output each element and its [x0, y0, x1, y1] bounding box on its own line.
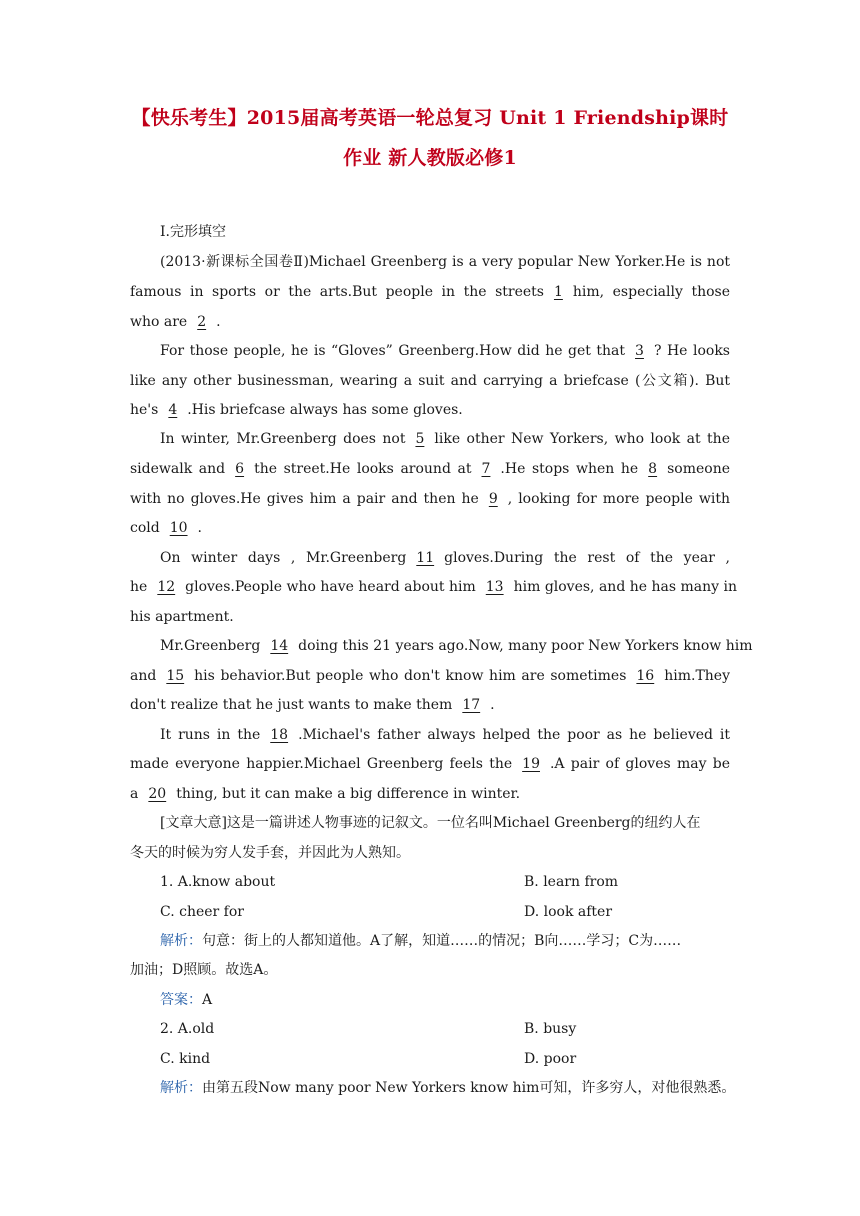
- blank-10: 10: [169, 520, 188, 536]
- blank-13: 13: [485, 579, 504, 595]
- passage-line: Mr.Greenberg 14 doing this 21 years ago.Now, many poor New Yorkers know him: [160, 638, 753, 654]
- blank-2: 2: [197, 314, 207, 330]
- blank-9: 9: [488, 491, 498, 507]
- question-2-analysis: 解析：由第五段Now many poor New Yorkers know him可知，许多穷人，对他很熟悉。: [160, 1080, 736, 1096]
- question-1-option-a: 1. A.know about: [160, 874, 276, 890]
- passage-line: famous in sports or the arts.But people in the streets 1 him, especially those: [130, 284, 730, 300]
- question-2-option-c: C. kind: [160, 1051, 211, 1067]
- analysis-label: 解析：: [160, 1080, 202, 1096]
- passage-line: he 12 gloves.People who have heard about him 13 him gloves, and he has many in: [130, 579, 737, 595]
- summary-line: 冬天的时候为穷人发手套，并因此为人熟知。: [130, 845, 410, 861]
- passage-line: It runs in the 18 .Michael's father always helped the poor as he believed it: [160, 727, 731, 743]
- question-1-answer: 答案：A: [160, 992, 213, 1008]
- blank-12: 12: [157, 579, 176, 595]
- question-1-option-d: D. look after: [524, 904, 613, 920]
- passage-line: cold 10 .: [130, 520, 202, 536]
- blank-5: 5: [415, 431, 425, 447]
- passage-line: (2013·新课标全国卷Ⅱ)Michael Greenberg is a very popular New Yorker.He is not: [160, 254, 730, 270]
- blank-3: 3: [635, 343, 644, 359]
- blank-20: 20: [148, 786, 167, 802]
- question-1-option-b: B. learn from: [524, 874, 619, 890]
- blank-4: 4: [168, 402, 178, 418]
- question-2-option-d: D. poor: [524, 1051, 577, 1067]
- blank-8: 8: [648, 461, 658, 477]
- passage-line: his apartment.: [130, 609, 234, 625]
- passage-line: For those people, he is “Gloves” Greenberg.How did he get that 3 ? He looks: [160, 343, 730, 359]
- passage-line: with no gloves.He gives him a pair and then he 9 , looking for more people with: [130, 491, 730, 507]
- passage-line: a 20 thing, but it can make a big difference in winter.: [130, 786, 521, 802]
- blank-14: 14: [270, 638, 289, 654]
- summary-line: [文章大意]这是一篇讲述人物事迹的记叙文。一位名叫Michael Greenberg的纽约人在: [160, 815, 701, 831]
- passage-line: In winter, Mr.Greenberg does not 5 like other New Yorkers, who look at the: [160, 431, 730, 447]
- passage-line: don't realize that he just wants to make them 17 .: [130, 697, 495, 713]
- blank-1: 1: [553, 284, 563, 300]
- passage-line: he's 4 .His briefcase always has some gloves.: [130, 402, 463, 418]
- question-2-option-a: 2. A.old: [160, 1021, 215, 1037]
- blank-15: 15: [166, 668, 185, 684]
- passage-line: like any other businessman, wearing a suit and carrying a briefcase (公文箱). But: [130, 373, 730, 389]
- blank-18: 18: [270, 727, 289, 743]
- passage-line: and 15 his behavior.But people who don't know him are sometimes 16 him.They: [130, 668, 730, 684]
- document-title-line-1: 【快乐考生】2015届高考英语一轮总复习 Unit 1 Friendship课时: [131, 107, 729, 129]
- question-1-option-c: C. cheer for: [160, 904, 244, 920]
- analysis-label: 解析：: [160, 933, 202, 949]
- answer-label: 答案：: [160, 992, 202, 1008]
- passage-line: sidewalk and 6 the street.He looks around at 7 .He stops when he 8 someone: [130, 461, 730, 477]
- question-1-analysis-cont: 加油；D照顾。故选A。: [130, 962, 278, 978]
- passage-line: On winter days , Mr.Greenberg 11 gloves.During the rest of the year ,: [160, 550, 730, 566]
- document-title-line-2: 作业 新人教版必修1: [343, 147, 517, 169]
- blank-17: 17: [462, 697, 481, 713]
- section-heading: Ⅰ.完形填空: [160, 224, 226, 240]
- passage-line: made everyone happier.Michael Greenberg feels the 19 .A pair of gloves may be: [130, 756, 730, 772]
- blank-11: 11: [416, 550, 435, 566]
- passage-line: who are 2 .: [130, 314, 221, 330]
- blank-7: 7: [481, 461, 491, 477]
- question-1-analysis: 解析：句意：街上的人都知道他。A了解，知道……的情况；B向……学习；C为……: [160, 933, 682, 949]
- blank-19: 19: [522, 756, 540, 772]
- question-2-option-b: B. busy: [524, 1021, 577, 1037]
- blank-6: 6: [235, 461, 245, 477]
- blank-16: 16: [636, 668, 655, 684]
